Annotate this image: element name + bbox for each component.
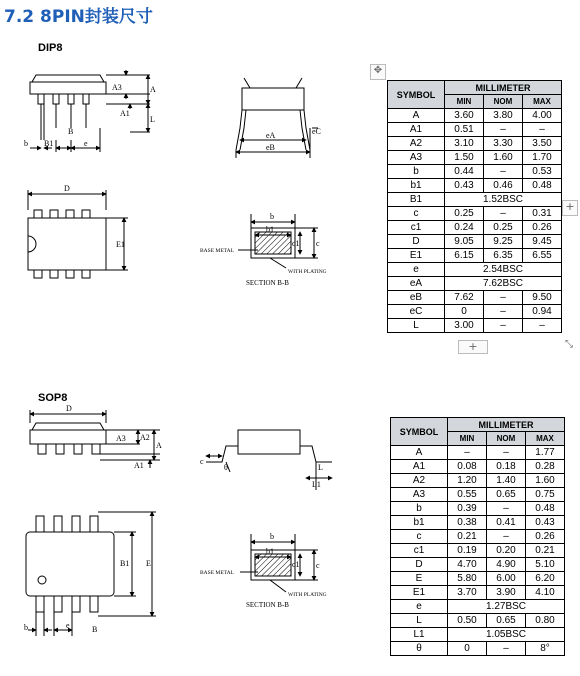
cell-max: 0.48 bbox=[526, 502, 565, 516]
cell-max: 1.77 bbox=[526, 446, 565, 460]
dip8-dim-bb: B bbox=[68, 127, 74, 136]
sop8-section-label: SECTION B-B bbox=[246, 601, 289, 609]
cell-nom: 1.40 bbox=[487, 474, 526, 488]
table-row bbox=[391, 642, 565, 656]
cell-min: 0.51 bbox=[445, 123, 484, 137]
cell-max: 1.70 bbox=[523, 151, 562, 165]
sop8-dim-b: b bbox=[24, 623, 28, 632]
cell-max: 9.45 bbox=[523, 235, 562, 249]
cell-nom: – bbox=[484, 319, 523, 333]
table-row bbox=[388, 277, 562, 291]
table-row bbox=[391, 558, 565, 572]
dip8-label: DIP8 bbox=[38, 42, 63, 54]
cell-min: 0.55 bbox=[448, 488, 487, 502]
cell-symbol: L bbox=[388, 319, 445, 333]
sop8-dim-theta: θ bbox=[224, 463, 228, 472]
cell-symbol: c1 bbox=[391, 544, 448, 558]
dip8-dim-b1: B1 bbox=[44, 139, 54, 148]
header-symbol: SYMBOL bbox=[388, 81, 445, 109]
table-row bbox=[391, 572, 565, 586]
sop8-dim-e-small: e bbox=[66, 621, 70, 630]
dip8-with-plating: WITH PLATING bbox=[288, 269, 327, 275]
cell-nom: 6.00 bbox=[487, 572, 526, 586]
cell-symbol: A bbox=[391, 446, 448, 460]
sop8-with-plating: WITH PLATING bbox=[288, 592, 327, 598]
cell-value: 1.27BSC bbox=[448, 600, 565, 614]
sop8-dim-d: D bbox=[66, 404, 72, 413]
table-row bbox=[388, 291, 562, 305]
table-row bbox=[391, 530, 565, 544]
cell-symbol: D bbox=[388, 235, 445, 249]
table-row bbox=[388, 249, 562, 263]
sop8-dim-bb: B bbox=[92, 625, 98, 634]
cell-max: 1.60 bbox=[526, 474, 565, 488]
cell-symbol: A2 bbox=[388, 137, 445, 151]
table-row bbox=[388, 193, 562, 207]
table-row bbox=[388, 235, 562, 249]
dip8-sec-c: c bbox=[316, 239, 320, 248]
dip8-top-view bbox=[28, 190, 128, 278]
cell-symbol: A3 bbox=[391, 488, 448, 502]
table-row bbox=[391, 516, 565, 530]
cell-min: 7.62 bbox=[445, 291, 484, 305]
cell-max: 6.55 bbox=[523, 249, 562, 263]
cell-max: – bbox=[523, 319, 562, 333]
cell-symbol: c bbox=[388, 207, 445, 221]
cell-min: 0.19 bbox=[448, 544, 487, 558]
move-icon[interactable]: ✥ bbox=[370, 64, 386, 80]
table-row bbox=[391, 544, 565, 558]
sop8-sec-b1: b1 bbox=[266, 547, 274, 556]
cell-nom: – bbox=[487, 530, 526, 544]
cell-symbol: b1 bbox=[391, 516, 448, 530]
cell-min: 0 bbox=[445, 305, 484, 319]
cell-min: 6.15 bbox=[445, 249, 484, 263]
table-row bbox=[391, 446, 565, 460]
sop8-sec-c: c bbox=[316, 561, 320, 570]
cell-nom: 0.41 bbox=[487, 516, 526, 530]
table-row bbox=[388, 305, 562, 319]
cell-min: 0.21 bbox=[448, 530, 487, 544]
cell-symbol: e bbox=[388, 263, 445, 277]
cell-max: 6.20 bbox=[526, 572, 565, 586]
cell-min: 3.00 bbox=[445, 319, 484, 333]
header-col: NOM bbox=[484, 95, 523, 109]
cell-symbol: L bbox=[391, 614, 448, 628]
cell-max: – bbox=[523, 123, 562, 137]
cell-symbol: A3 bbox=[388, 151, 445, 165]
table-row bbox=[391, 600, 565, 614]
cell-value: 1.05BSC bbox=[448, 628, 565, 642]
cell-symbol: E1 bbox=[391, 586, 448, 600]
section-title: 7.2 8PIN封装尺寸 bbox=[4, 7, 153, 27]
cell-nom: – bbox=[484, 123, 523, 137]
cell-nom: – bbox=[487, 446, 526, 460]
cell-nom: 1.60 bbox=[484, 151, 523, 165]
cell-symbol: D bbox=[391, 558, 448, 572]
sop8-sec-b: b bbox=[270, 532, 274, 541]
dip8-sec-b: b bbox=[270, 212, 274, 221]
dip8-dim-e1: E1 bbox=[116, 240, 125, 249]
dip8-base-metal: BASE METAL bbox=[200, 248, 234, 254]
sop8-label: SOP8 bbox=[38, 392, 68, 404]
cell-symbol: B1 bbox=[388, 193, 445, 207]
cell-min: 1.20 bbox=[448, 474, 487, 488]
header-col: MAX bbox=[526, 432, 565, 446]
sop8-dimension-table bbox=[390, 417, 565, 656]
cell-value: 2.54BSC bbox=[445, 263, 562, 277]
sop8-sec-c1: c1 bbox=[292, 560, 300, 569]
cell-max: 5.10 bbox=[526, 558, 565, 572]
cell-min: 3.70 bbox=[448, 586, 487, 600]
cell-max: 0.26 bbox=[523, 221, 562, 235]
table-row bbox=[391, 502, 565, 516]
sop8-dim-a: A bbox=[156, 441, 162, 450]
cell-min: – bbox=[448, 446, 487, 460]
cell-symbol: eB bbox=[388, 291, 445, 305]
cell-nom: 0.18 bbox=[487, 460, 526, 474]
table-row bbox=[388, 221, 562, 235]
cell-max: 8° bbox=[526, 642, 565, 656]
cell-min: 3.60 bbox=[445, 109, 484, 123]
table-header-row bbox=[388, 81, 562, 95]
header-col: MAX bbox=[523, 95, 562, 109]
cell-max: 0.28 bbox=[526, 460, 565, 474]
cell-nom: 0.46 bbox=[484, 179, 523, 193]
cell-min: 3.10 bbox=[445, 137, 484, 151]
cell-symbol: E1 bbox=[388, 249, 445, 263]
cell-nom: 6.35 bbox=[484, 249, 523, 263]
sop8-dim-a1: A1 bbox=[134, 461, 144, 470]
cell-symbol: A2 bbox=[391, 474, 448, 488]
dip8-dim-ec: eC bbox=[312, 127, 321, 136]
dip8-dimension-table bbox=[387, 80, 562, 333]
cell-min: 0.25 bbox=[445, 207, 484, 221]
cell-max: 0.31 bbox=[523, 207, 562, 221]
dip8-dim-b: b bbox=[24, 139, 28, 148]
table-row bbox=[388, 165, 562, 179]
sop8-section-bb bbox=[240, 534, 318, 592]
cell-nom: – bbox=[484, 291, 523, 305]
cell-min: 0.24 bbox=[445, 221, 484, 235]
dip8-dim-e: e bbox=[84, 139, 88, 148]
add-column-button[interactable]: + bbox=[562, 200, 578, 216]
dip8-end-view bbox=[236, 78, 318, 158]
dip8-dim-l: L bbox=[150, 115, 155, 124]
dip8-dim-d: D bbox=[64, 184, 70, 193]
cell-symbol: L1 bbox=[391, 628, 448, 642]
cell-min: 0.39 bbox=[448, 502, 487, 516]
sop8-dim-a3: A3 bbox=[116, 434, 126, 443]
header-unit: MILLIMETER bbox=[448, 418, 565, 432]
cell-nom: – bbox=[487, 502, 526, 516]
header-symbol: SYMBOL bbox=[391, 418, 448, 446]
cell-min: 0.08 bbox=[448, 460, 487, 474]
cell-max: 0.26 bbox=[526, 530, 565, 544]
cell-max: 9.50 bbox=[523, 291, 562, 305]
sop8-dim-b1: B1 bbox=[120, 559, 130, 568]
cell-symbol: A1 bbox=[388, 123, 445, 137]
add-row-button[interactable]: + bbox=[458, 340, 488, 354]
cell-min: 4.70 bbox=[448, 558, 487, 572]
table-row bbox=[391, 628, 565, 642]
cell-min: 0.50 bbox=[448, 614, 487, 628]
cell-nom: 0.20 bbox=[487, 544, 526, 558]
sop8-dim-l: L bbox=[318, 463, 323, 472]
cell-max: 0.53 bbox=[523, 165, 562, 179]
dip8-dim-a: A bbox=[150, 85, 156, 94]
dip8-dim-ea: eA bbox=[266, 131, 276, 140]
dip8-section-label: SECTION B-B bbox=[246, 279, 289, 287]
dip8-dim-eb: eB bbox=[266, 143, 275, 152]
cell-max: 4.10 bbox=[526, 586, 565, 600]
cell-max: 0.43 bbox=[526, 516, 565, 530]
cell-min: 5.80 bbox=[448, 572, 487, 586]
table-row bbox=[388, 109, 562, 123]
cell-max: 0.80 bbox=[526, 614, 565, 628]
header-col: NOM bbox=[487, 432, 526, 446]
cell-nom: – bbox=[484, 207, 523, 221]
table-row bbox=[388, 151, 562, 165]
cell-symbol: A bbox=[388, 109, 445, 123]
header-col: MIN bbox=[448, 432, 487, 446]
dip8-sec-c1: c1 bbox=[292, 239, 300, 248]
table-row bbox=[388, 123, 562, 137]
cell-nom: 3.30 bbox=[484, 137, 523, 151]
sop8-dim-l1: L1 bbox=[312, 480, 321, 489]
cell-symbol: c1 bbox=[388, 221, 445, 235]
sop8-base-metal: BASE METAL bbox=[200, 570, 234, 576]
dip8-sec-b1: b1 bbox=[266, 225, 274, 234]
table-row bbox=[391, 474, 565, 488]
cell-nom: – bbox=[487, 642, 526, 656]
dip8-section-bb bbox=[238, 214, 318, 268]
cell-value: 1.52BSC bbox=[445, 193, 562, 207]
cell-nom: 3.80 bbox=[484, 109, 523, 123]
cell-min: 9.05 bbox=[445, 235, 484, 249]
cell-symbol: eC bbox=[388, 305, 445, 319]
cell-min: 1.50 bbox=[445, 151, 484, 165]
sop8-top-view bbox=[26, 512, 156, 636]
cell-nom: 9.25 bbox=[484, 235, 523, 249]
cell-nom: 0.65 bbox=[487, 614, 526, 628]
cell-symbol: A1 bbox=[391, 460, 448, 474]
dip8-dim-a3: A3 bbox=[112, 83, 122, 92]
dip8-dim-a1: A1 bbox=[120, 109, 130, 118]
header-unit: MILLIMETER bbox=[445, 81, 562, 95]
table-row bbox=[391, 586, 565, 600]
cell-max: 3.50 bbox=[523, 137, 562, 151]
cell-symbol: b bbox=[388, 165, 445, 179]
cell-min: 0 bbox=[448, 642, 487, 656]
cell-min: 0.38 bbox=[448, 516, 487, 530]
sop8-dim-c: c bbox=[200, 457, 204, 466]
table-row bbox=[388, 263, 562, 277]
cell-symbol: eA bbox=[388, 277, 445, 291]
cell-nom: 0.65 bbox=[487, 488, 526, 502]
table-row bbox=[391, 488, 565, 502]
sop8-dim-a2: A2 bbox=[140, 433, 150, 442]
cell-symbol: c bbox=[391, 530, 448, 544]
resize-icon[interactable]: ⤡ bbox=[565, 339, 573, 350]
header-col: MIN bbox=[445, 95, 484, 109]
cell-nom: 0.25 bbox=[484, 221, 523, 235]
cell-max: 4.00 bbox=[523, 109, 562, 123]
table-row bbox=[388, 179, 562, 193]
cell-nom: – bbox=[484, 305, 523, 319]
cell-symbol: b1 bbox=[388, 179, 445, 193]
cell-symbol: θ bbox=[391, 642, 448, 656]
table-row bbox=[388, 319, 562, 333]
table-row bbox=[391, 614, 565, 628]
cell-max: 0.21 bbox=[526, 544, 565, 558]
cell-min: 0.43 bbox=[445, 179, 484, 193]
cell-max: 0.75 bbox=[526, 488, 565, 502]
cell-max: 0.48 bbox=[523, 179, 562, 193]
table-header-row bbox=[391, 418, 565, 432]
cell-nom: – bbox=[484, 165, 523, 179]
cell-value: 7.62BSC bbox=[445, 277, 562, 291]
table-row bbox=[391, 460, 565, 474]
table-row bbox=[388, 207, 562, 221]
cell-symbol: e bbox=[391, 600, 448, 614]
sop8-dim-e: E bbox=[146, 559, 151, 568]
cell-min: 0.44 bbox=[445, 165, 484, 179]
cell-nom: 3.90 bbox=[487, 586, 526, 600]
table-row bbox=[388, 137, 562, 151]
cell-symbol: b bbox=[391, 502, 448, 516]
cell-symbol: E bbox=[391, 572, 448, 586]
cell-nom: 4.90 bbox=[487, 558, 526, 572]
cell-max: 0.94 bbox=[523, 305, 562, 319]
